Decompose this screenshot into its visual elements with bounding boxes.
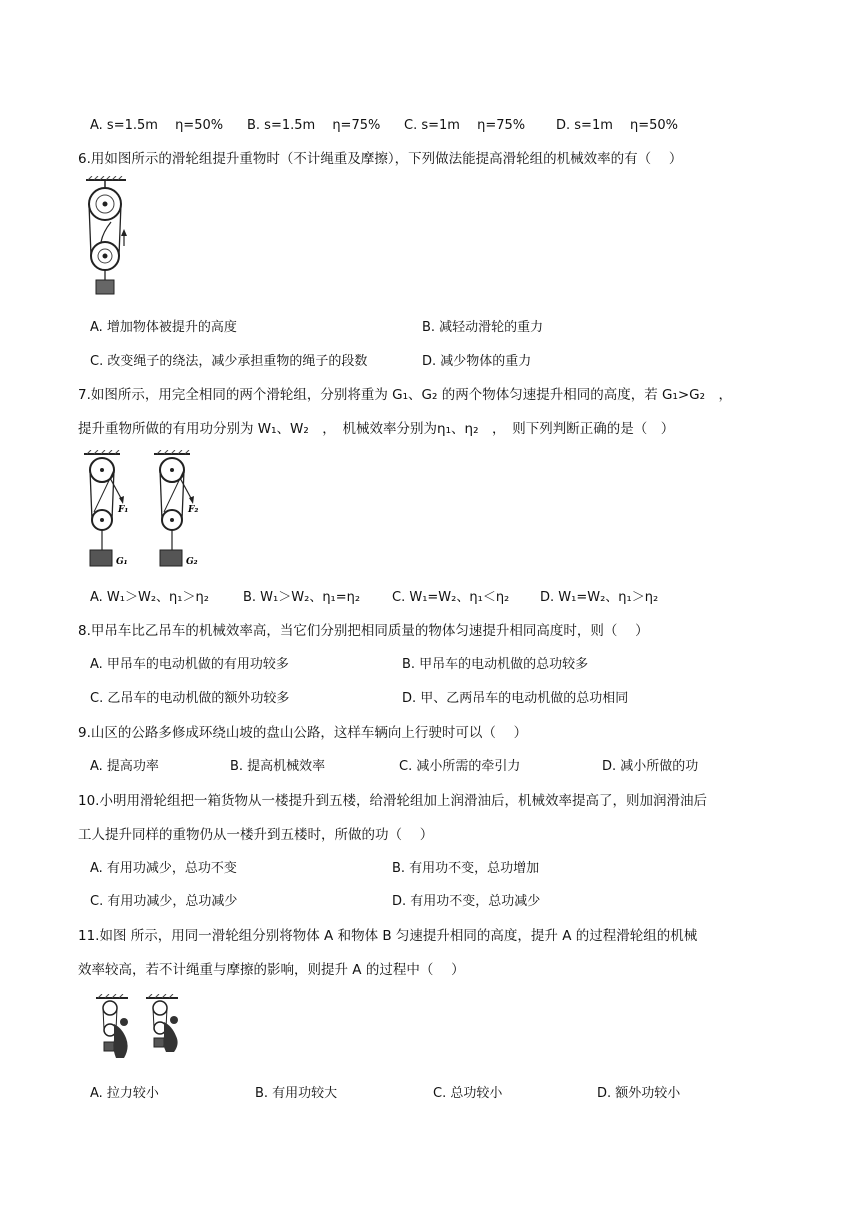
- q8-option-b[interactable]: B. 甲吊车的电动机做的总功较多: [402, 657, 589, 672]
- q6-option-b[interactable]: B. 减轻动滑轮的重力: [422, 320, 544, 335]
- q11-left-assembly: [96, 994, 128, 1058]
- q7-pulley-figure: [84, 450, 224, 572]
- q8-option-d[interactable]: D. 甲、乙两吊车的电动机做的总功相同: [402, 691, 629, 706]
- q11-option-d[interactable]: D. 额外功较小: [597, 1086, 681, 1101]
- q6-option-a[interactable]: A. 增加物体被提升的高度: [90, 320, 237, 335]
- q9-option-b[interactable]: B. 提高机械效率: [230, 759, 326, 774]
- q7-label-f1: F₁: [118, 505, 129, 515]
- q9-option-d[interactable]: D. 减小所做的功: [602, 759, 699, 774]
- q7-option-c[interactable]: C. W₁=W₂、η₁＜η₂: [392, 590, 510, 605]
- q10-option-a[interactable]: A. 有用功减少，总功不变: [90, 861, 237, 876]
- q10-option-d[interactable]: D. 有用功不变，总功减少: [392, 894, 541, 909]
- q9-option-c[interactable]: C. 减小所需的牵引力: [399, 759, 521, 774]
- q10-stem-line2: 工人提升同样的重物仍从一楼升到五楼时，所做的功（ ）: [78, 827, 434, 843]
- q11-option-a[interactable]: A. 拉力较小: [90, 1086, 159, 1101]
- q7-label-g2: G₂: [186, 557, 198, 567]
- q11-pulley-figure: [92, 994, 194, 1064]
- q11-stem-line2: 效率较高，若不计绳重与摩擦的影响，则提升 A 的过程中（ ）: [78, 962, 465, 978]
- q7-label-f2: F₂: [188, 505, 199, 515]
- q8-stem: 8.甲吊车比乙吊车的机械效率高，当它们分别把相同质量的物体匀速提升相同高度时，则（ ）: [78, 623, 649, 639]
- q7-option-d[interactable]: D. W₁=W₂、η₁＞η₂: [540, 590, 659, 605]
- q5-option-a[interactable]: A. s=1.5m η=50%: [90, 118, 224, 133]
- q5-option-c[interactable]: C. s=1m η=75%: [404, 118, 526, 133]
- q9-option-a[interactable]: A. 提高功率: [90, 759, 159, 774]
- q6-stem: 6.用如图所示的滑轮组提升重物时（不计绳重及摩擦），下列做法能提高滑轮组的机械效率的有（ ）: [78, 151, 683, 167]
- q11-stem-line1: 11.如图 所示，用同一滑轮组分别将物体 A 和物体 B 匀速提升相同的高度，提升 A 的过程滑轮组的机械: [78, 928, 698, 944]
- q9-stem: 9.山区的公路多修成环绕山坡的盘山公路，这样车辆向上行驶时可以（ ）: [78, 725, 528, 741]
- q11-option-c[interactable]: C. 总功较小: [433, 1086, 503, 1101]
- q5-option-b[interactable]: B. s=1.5m η=75%: [247, 118, 381, 133]
- q6-option-c[interactable]: C. 改变绳子的绕法，减少承担重物的绳子的段数: [90, 354, 368, 369]
- q7-stem-line2: 提升重物所做的有用功分别为 W₁、W₂ ， 机械效率分别为η₁、η₂ ， 则下列判断正确的是（ ）: [78, 421, 675, 437]
- q5-option-d[interactable]: D. s=1m η=50%: [556, 118, 679, 133]
- q7-option-b[interactable]: B. W₁＞W₂、η₁=η₂: [243, 590, 361, 605]
- q10-option-c[interactable]: C. 有用功减少，总功减少: [90, 894, 238, 909]
- q6-option-d[interactable]: D. 减少物体的重力: [422, 354, 532, 369]
- q10-stem-line1: 10.小明用滑轮组把一箱货物从一楼提升到五楼，给滑轮组加上润滑油后，机械效率提高了，则加润滑油后: [78, 793, 707, 809]
- q10-option-b[interactable]: B. 有用功不变，总功增加: [392, 861, 540, 876]
- q11-option-b[interactable]: B. 有用功较大: [255, 1086, 338, 1101]
- q6-pulley-figure: [84, 176, 134, 298]
- q8-option-a[interactable]: A. 甲吊车的电动机做的有用功较多: [90, 657, 289, 672]
- q11-right-assembly: [146, 994, 178, 1052]
- q8-option-c[interactable]: C. 乙吊车的电动机做的额外功较多: [90, 691, 290, 706]
- q7-label-g1: G₁: [116, 557, 128, 567]
- q7-stem-line1: 7.如图所示，用完全相同的两个滑轮组，分别将重为 G₁、G₂ 的两个物体匀速提升相同的高度，若 G₁>G₂ ，: [78, 387, 733, 403]
- q7-option-a[interactable]: A. W₁＞W₂、η₁＞η₂: [90, 590, 209, 605]
